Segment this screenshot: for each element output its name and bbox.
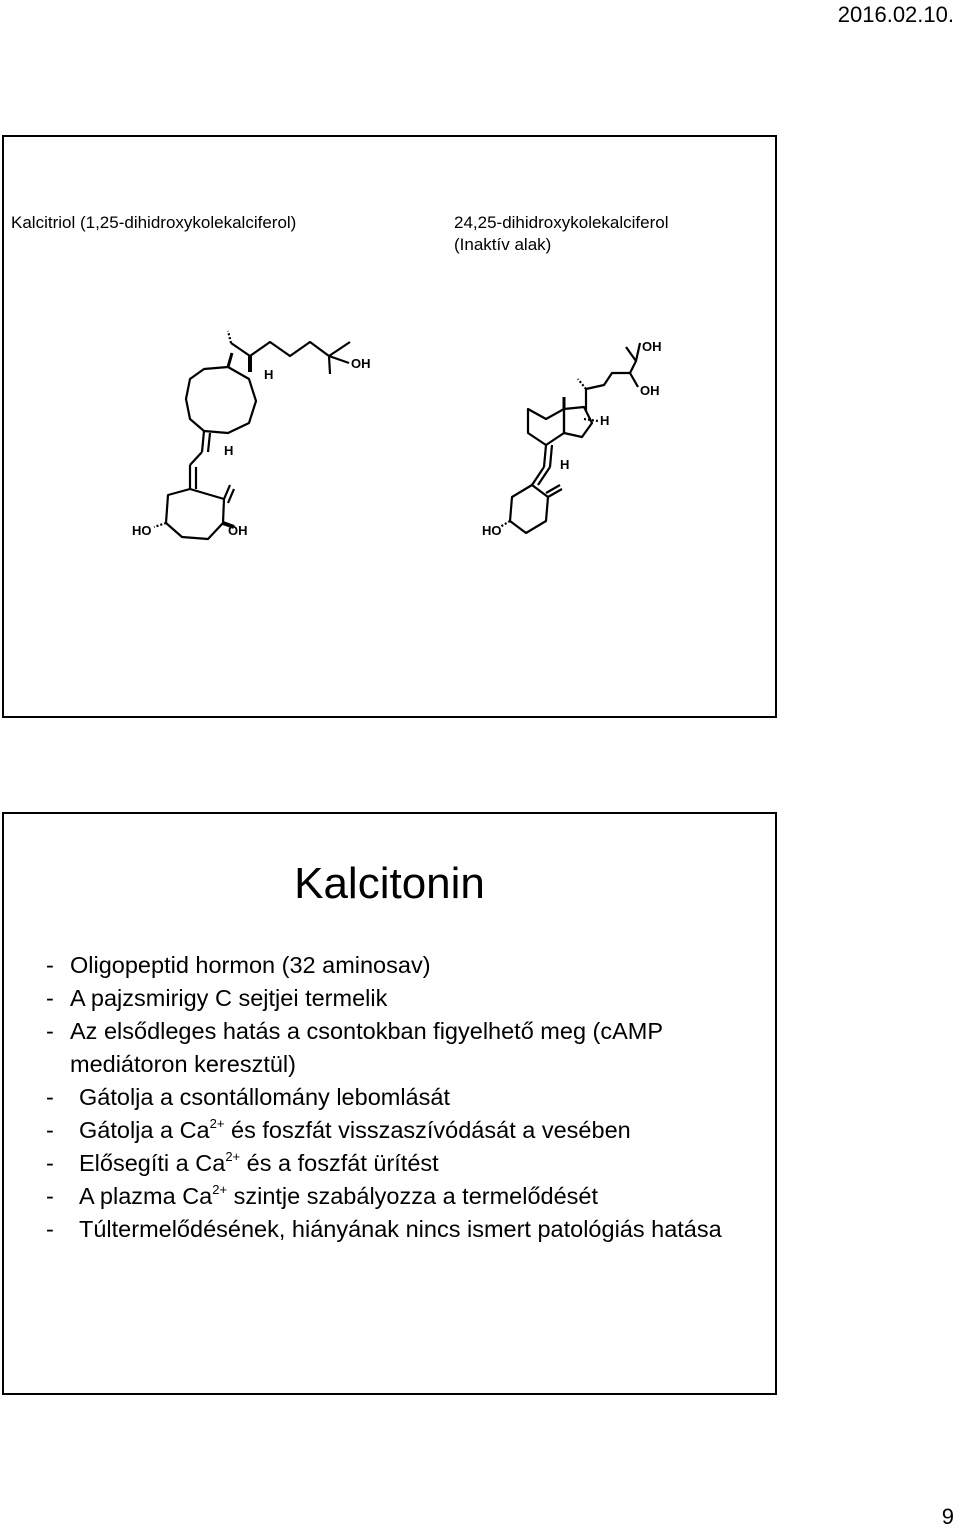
bullet-dash: - xyxy=(46,985,54,1011)
bullet-text xyxy=(79,1147,756,1180)
page-number: 9 xyxy=(941,1504,954,1529)
h-label-d: H xyxy=(560,457,570,472)
superscript-charge: 2+ xyxy=(209,1116,225,1131)
oh-label-c: OH xyxy=(642,339,662,354)
bullet-text xyxy=(79,1180,756,1213)
kalcitriol-structure xyxy=(124,327,384,547)
ho-label-b: HO xyxy=(482,523,502,538)
bullet-text: Oligopeptid hormon (32 aminosav) xyxy=(70,952,431,978)
caption-inactive-line1: 24,25-dihidroxykolekalciferol xyxy=(454,213,669,232)
slide-title: Kalcitonin xyxy=(294,859,485,908)
slide-vitamin-d-structures xyxy=(2,135,777,718)
h-label-b: H xyxy=(224,443,234,458)
bullet-item xyxy=(46,1147,756,1180)
date-header: 2016.02.10. xyxy=(837,2,954,27)
bullet-list xyxy=(46,949,756,1246)
oh-label-d: OH xyxy=(640,383,660,398)
bullet-dash: - xyxy=(46,1018,54,1044)
bullet-text-post: és a foszfát ürítést xyxy=(240,1150,439,1176)
h-label-c: H xyxy=(600,413,610,428)
bullet-item xyxy=(46,1213,756,1246)
superscript-charge: 2+ xyxy=(225,1149,241,1164)
oh-label-b: OH xyxy=(228,523,248,538)
h-label-a: H xyxy=(264,367,274,382)
bullet-dash: - xyxy=(46,1150,54,1176)
bullet-dash: - xyxy=(46,1183,54,1209)
bullet-item xyxy=(46,1015,756,1081)
bullet-text-pre: Elősegíti a Ca xyxy=(79,1150,226,1176)
ho-label-a: HO xyxy=(132,523,152,538)
caption-kalcitriol: Kalcitriol (1,25-dihidroxykolekalciferol) xyxy=(11,213,297,232)
caption-inactive-form xyxy=(454,212,669,256)
slide-kalcitonin xyxy=(2,812,777,1395)
bullet-item xyxy=(46,982,756,1015)
bullet-text-pre: A plazma Ca xyxy=(79,1183,213,1209)
bullet-dash: - xyxy=(46,1117,54,1143)
caption-inactive-line2: (Inaktív alak) xyxy=(454,235,552,254)
dihydroxy-structure xyxy=(474,337,674,567)
bullet-text xyxy=(79,1114,756,1147)
bullet-text-post: és foszfát visszaszívódását a vesében xyxy=(224,1117,631,1143)
bullet-text: Gátolja a csontállomány lebomlását xyxy=(79,1084,450,1110)
bullet-text-post: szintje szabályozza a termelődését xyxy=(227,1183,599,1209)
bullet-text: Túltermelődésének, hiányának nincs ismert patológiás hatása xyxy=(79,1216,722,1242)
bullet-text: Az elsődleges hatás a csontokban figyelhető meg (cAMP mediátoron keresztül) xyxy=(70,1018,663,1077)
bullet-dash: - xyxy=(46,1216,54,1242)
bullet-item xyxy=(46,1081,756,1114)
bullet-text: A pajzsmirigy C sejtjei termelik xyxy=(70,985,388,1011)
bullet-item xyxy=(46,1114,756,1147)
bullet-item xyxy=(46,949,756,982)
bullet-dash: - xyxy=(46,1084,54,1110)
superscript-charge: 2+ xyxy=(212,1182,228,1197)
bullet-item xyxy=(46,1180,756,1213)
bullet-text-pre: Gátolja a Ca xyxy=(79,1117,210,1143)
oh-label-a: OH xyxy=(351,356,371,371)
bullet-dash: - xyxy=(46,952,54,978)
